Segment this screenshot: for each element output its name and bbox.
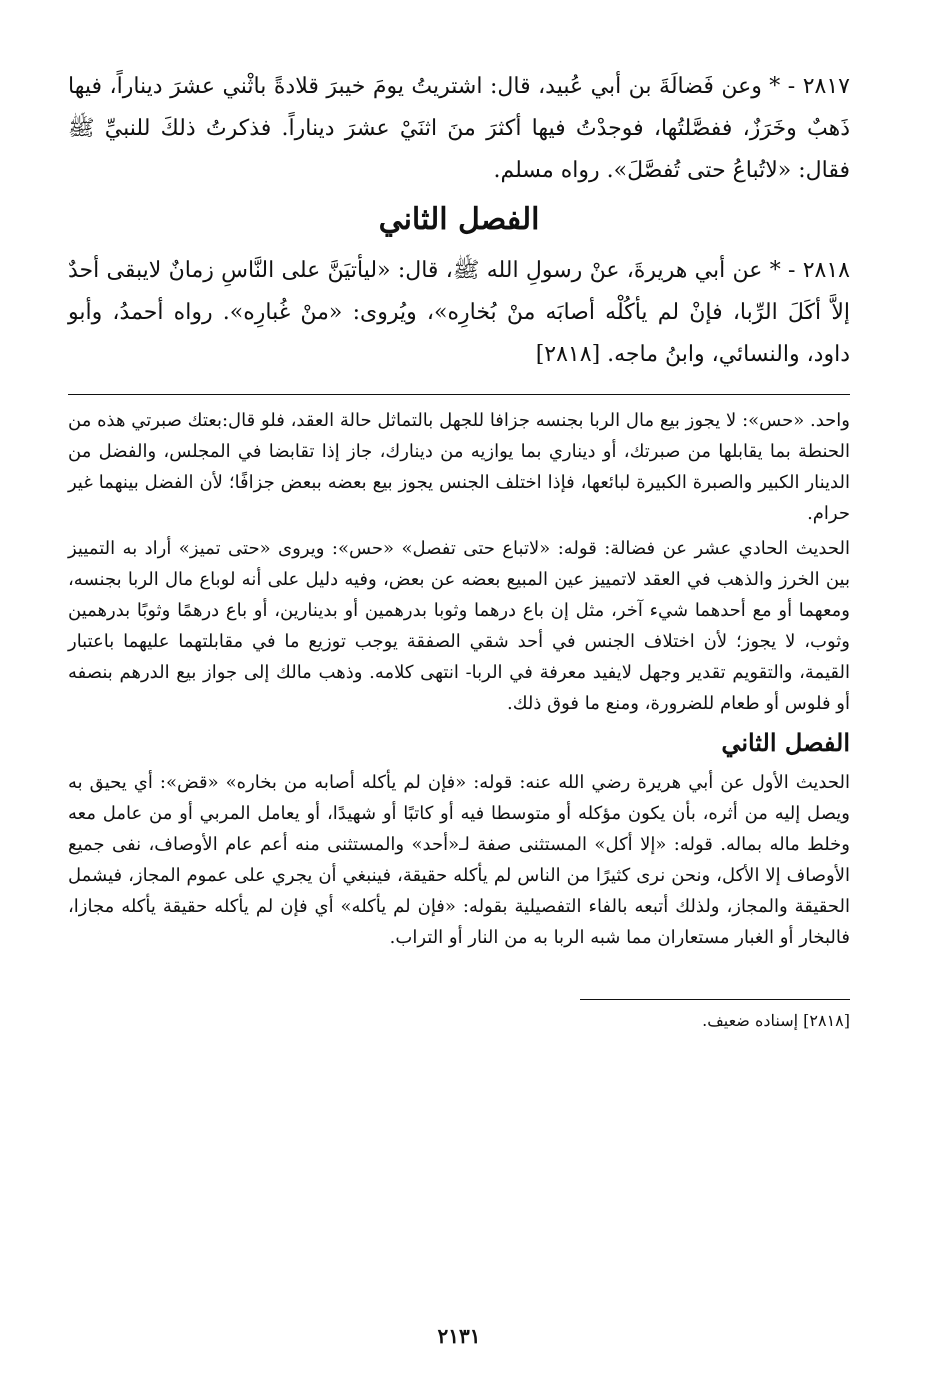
commentary-heading: الفصل الثاني: [721, 728, 850, 757]
commentary-paragraph-1: واحد. «حس»: لا يجوز بيع مال الربا بجنسه جزافا للجهل بالتماثل حالة العقد، فلو قال:بعتك صبرتي هذه من الحنطة بما يقابلها من صبرتك، أو ديناري بما يوازيه من دينارك، جاز إذا تقابضا في المجلس، والفضل من الدينار الكبير والصبرة الكبيرة لبائعها، فإذا اختلف الجنس يجوز بيع بعضه ببعض جزافًا؛ لأن الفضل بينهما غير حرام.: [68, 410, 850, 524]
commentary-paragraph-3: الحديث الأول عن أبي هريرة رضي الله عنه: قوله: «فإن لم يأكله أصابه من بخاره» «قض»: أي يحيق به ويصل إليه من أثره، بأن يكون مؤكله أو متوسطا فيه أو كاتبًا أو شهيدًا، أو يعامل المربي أو من عامل معه وخلط ماله بماله. قوله: «إلا أكل» المستثنى صفة لـ«أحد» والمستثنى منه أعم عام الأوصاف، نفى جميع الأوصاف إلا الأكل، ونحن نرى كثيرًا من الناس لم يأكله حقيقة، فينبغي أن يجري على عموم المجاز، فيشمل الحقيقة والمجاز، ولذلك أتبعه بالفاء التفصيلية بقوله: «فإن لم يأكله» أي فإن لم يأكله حقيقة يأكله مجازا، فالبخار أو الغبار مستعاران مما شبه الربا به من النار أو التراب.: [68, 772, 851, 948]
section-title: الفصل الثاني: [378, 202, 540, 237]
hadith-2817: ٢٨١٧ - * وعن فَضالَةَ بن أبي عُبيد، قال: اشتريتُ يومَ خيبرَ قلادةً باثْني عشرَ ديناراً، فيها ذَهبٌ وخَرَزٌ، ففصَّلتُها، فوجدْتُ فيها أكثرَ منَ اثنَيْ عشرَ ديناراً. فذكرتُ ذلكَ للنبيِّ ﷺ فقال: «لاتُباعُ حتى تُفصَّلَ». رواه مسلم.: [68, 74, 850, 183]
hadith-2818: ٢٨١٨ - * عن أبي هريرةَ، عنْ رسولِ الله ﷺ، قال: «ليأتيَنَّ على النَّاسِ زمانٌ لايبقى أحدٌ إلاَّ أكَلَ الرِّبا، فإنْ لم يأكُلْه أصابَه منْ بُخارِه»، ويُروى: «منْ غُبارِه». رواه أحمدُ، وأبو داود، والنسائي، وابنُ ماجه. [٢٨١٨]: [68, 258, 850, 367]
commentary-divider: [68, 394, 850, 395]
commentary-paragraph-2: الحديث الحادي عشر عن فضالة: قوله: «لاتباع حتى تفصل» «حس»: ويروى «حتى تميز» أراد به التمييز بين الخرز والذهب في العقد لاتمييز عين المبيع بعضه عن بعض، وفيه دليل على أنه لوباع مال الربا بجنسه، ومعهما أو مع أحدهما شيء آخر، مثل إن باع درهما وثوبا بدرهمين أو بدينارين، أو باع درهمًا وثوبًا بدرهمين وثوب، لا يجوز؛ لأن اختلاف الجنس في أحد شقي الصفقة يوجب توزيع ما في مقابلتهما عليهما باعتبار القيمة، والتقويم تقدير وجهل لايفيد معرفة في الربا- انتهى كلامه. وذهب مالك إلى جواز بيع الدرهم بنصفه أو فلوس أو طعام للضرورة، ومنع ما فوق ذلك.: [68, 538, 850, 714]
commentary: [68, 405, 850, 953]
document-page: [68, 66, 850, 1366]
page-number: ٢١٣١: [437, 1324, 481, 1348]
footnote: [٢٨١٨] إسناده ضعيف.: [702, 1011, 850, 1030]
footnote-divider: [580, 999, 850, 1000]
